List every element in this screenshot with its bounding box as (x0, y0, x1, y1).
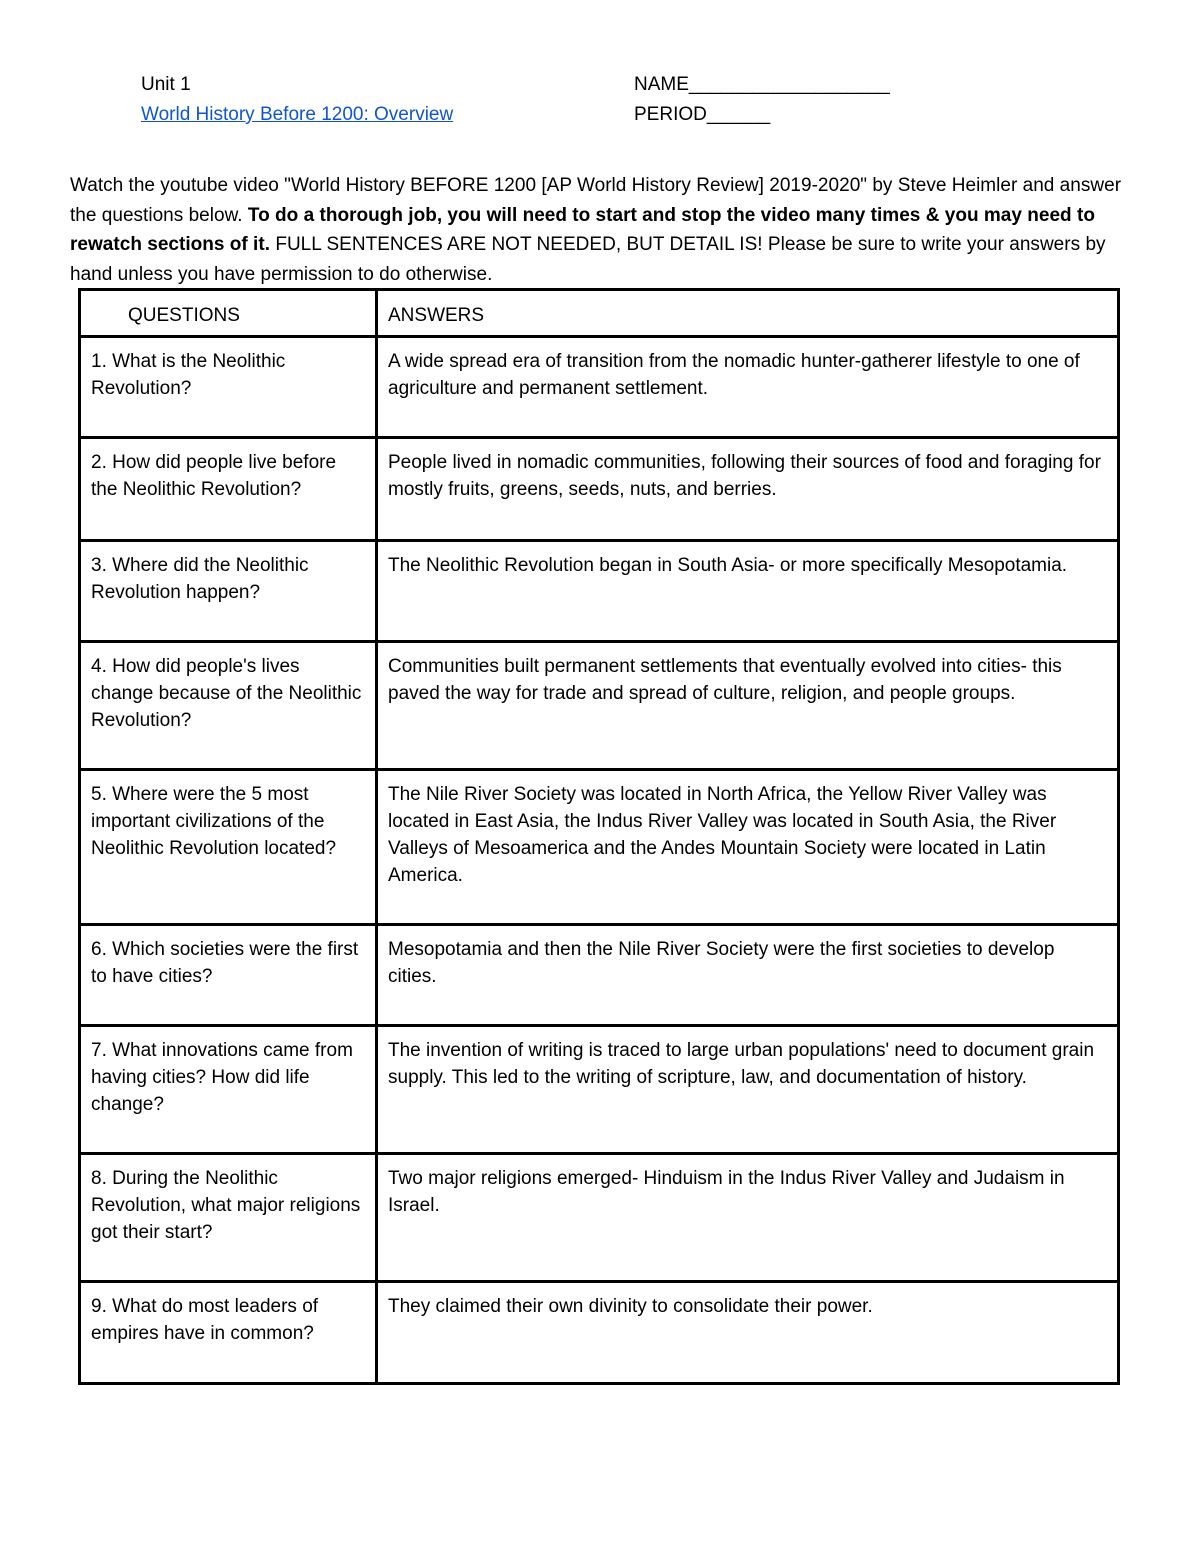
table-header-row (80, 290, 1119, 337)
table-row (80, 337, 1119, 438)
answer-cell: People lived in nomadic communities, following their sources of food and foraging for mostly fruits, greens, seeds, nuts, and berries. (377, 438, 1119, 541)
questions-table (78, 288, 1120, 1385)
question-cell: 1. What is the Neolithic Revolution? (80, 337, 377, 438)
name-field-label: NAME___________________ (634, 74, 890, 95)
answer-cell: They claimed their own divinity to consolidate their power. (377, 1282, 1119, 1384)
answers-header: ANSWERS (377, 290, 1119, 337)
instructions-paragraph (70, 171, 1130, 289)
question-cell: 8. During the Neolithic Revolution, what major religions got their start? (80, 1154, 377, 1282)
instructions-rest-text: FULL SENTENCES ARE NOT NEEDED, BUT DETAIL IS! Please be sure to write your answers by hand unless you have permission to do otherwise. (70, 234, 1106, 285)
table-row (80, 770, 1119, 925)
answer-cell: Two major religions emerged- Hinduism in the Indus River Valley and Judaism in Israel. (377, 1154, 1119, 1282)
question-cell: 9. What do most leaders of empires have in common? (80, 1282, 377, 1384)
period-field-label: PERIOD______ (634, 104, 771, 125)
question-cell: 6. Which societies were the first to have cities? (80, 925, 377, 1026)
table-row (80, 642, 1119, 770)
answer-cell: A wide spread era of transition from the nomadic hunter-gatherer lifestyle to one of agriculture and permanent settlement. (377, 337, 1119, 438)
question-cell: 4. How did people's lives change because of the Neolithic Revolution? (80, 642, 377, 770)
unit-label: Unit 1 (141, 74, 191, 95)
instructions-bold-text: To do a thorough job, you will need to start and stop the video many times & you may need to rewatch sections of it. (70, 204, 1095, 255)
questions-header: QUESTIONS (80, 290, 377, 337)
table-row (80, 438, 1119, 541)
header-right (634, 70, 890, 130)
table-row (80, 1154, 1119, 1282)
table-row (80, 925, 1119, 1026)
question-cell: 5. Where were the 5 most important civilizations of the Neolithic Revolution located? (80, 770, 377, 925)
instructions-text: Watch the youtube video "World History BEFORE 1200 [AP World History Review] 2019-2020" by Steve Heimler and answer the questions below. (70, 175, 1122, 226)
overview-link[interactable]: World History Before 1200: Overview (141, 104, 454, 125)
answer-cell: Communities built permanent settlements that eventually evolved into cities- this paved the way for trade and spread of culture, religion, and people groups. (377, 642, 1119, 770)
question-cell: 3. Where did the Neolithic Revolution happen? (80, 541, 377, 642)
table-row (80, 1282, 1119, 1384)
answer-cell: The invention of writing is traced to large urban populations' need to document grain supply. This led to the writing of scripture, law, and documentation of history. (377, 1026, 1119, 1154)
answer-cell: The Neolithic Revolution began in South Asia- or more specifically Mesopotamia. (377, 541, 1119, 642)
table-row (80, 541, 1119, 642)
question-cell: 7. What innovations came from having cities? How did life change? (80, 1026, 377, 1154)
answer-cell: Mesopotamia and then the Nile River Society were the first societies to develop cities. (377, 925, 1119, 1026)
question-cell: 2. How did people live before the Neolithic Revolution? (80, 438, 377, 541)
header-left (141, 70, 453, 130)
table-row (80, 1026, 1119, 1154)
answer-cell: The Nile River Society was located in North Africa, the Yellow River Valley was located in East Asia, the Indus River Valley was located in South Asia, the River Valleys of Mesoamerica and the Andes Mountain Society were located in Latin America. (377, 770, 1119, 925)
